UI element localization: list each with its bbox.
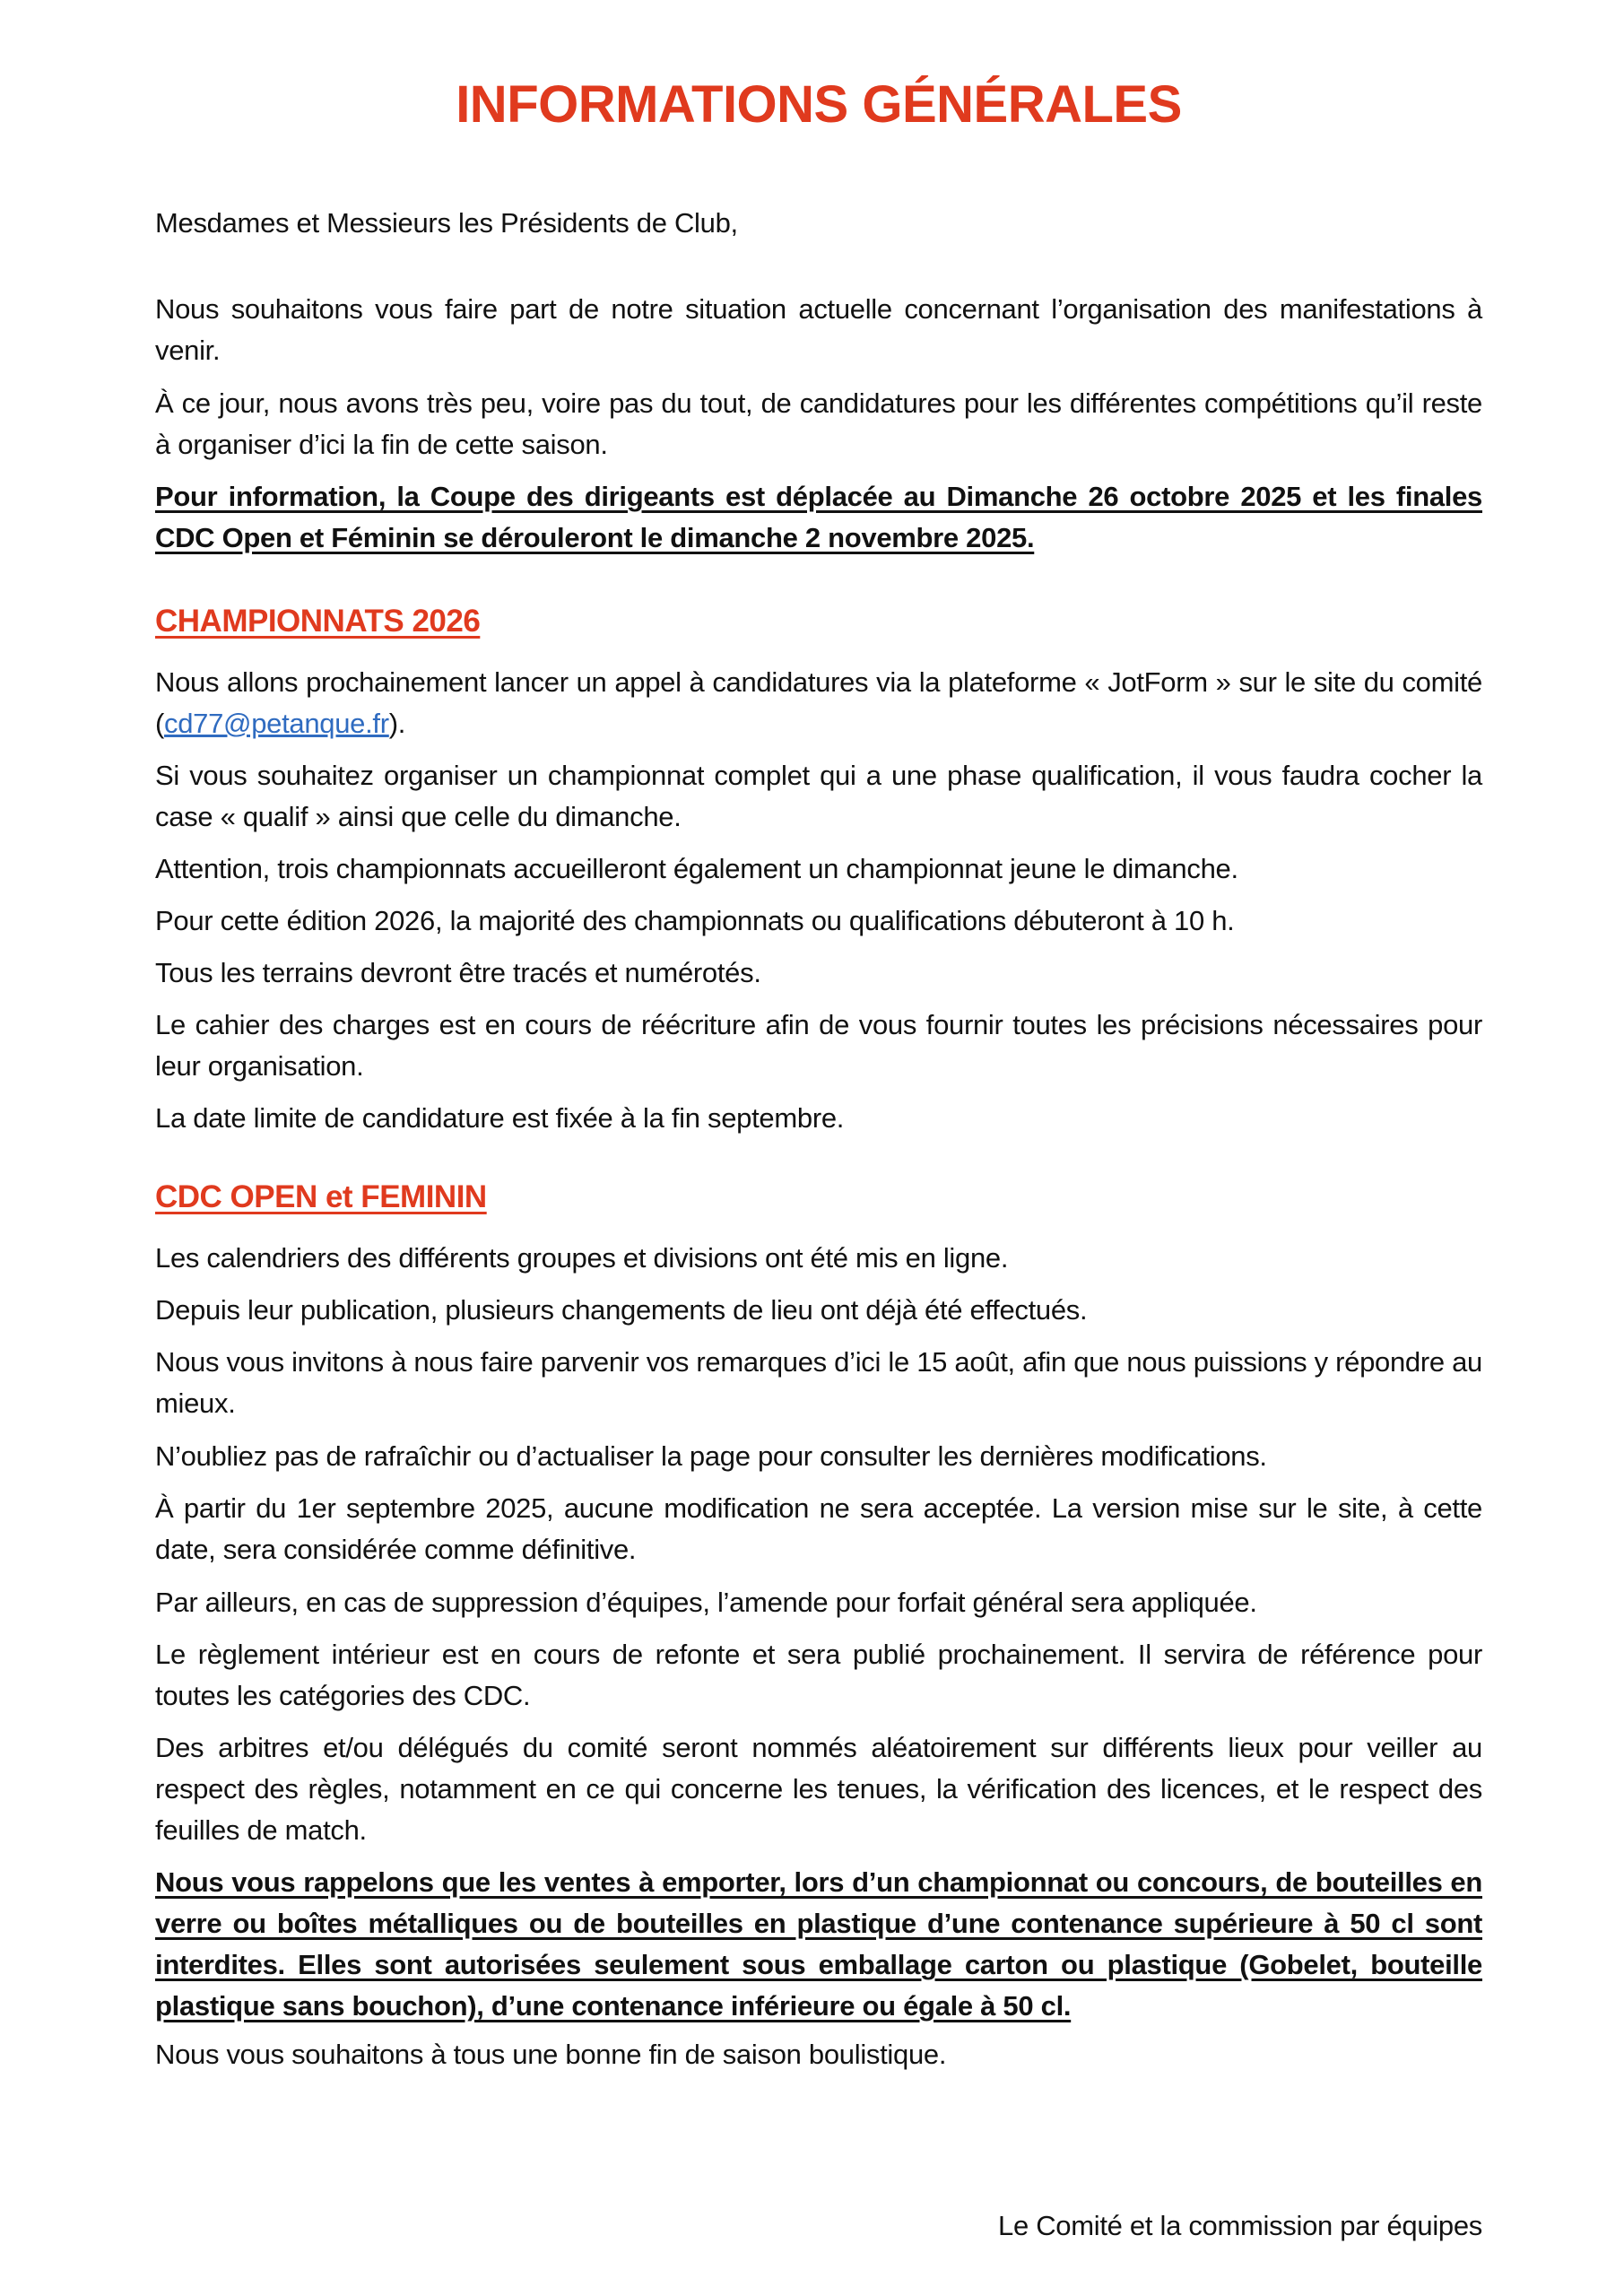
championnats-paragraph: Pour cette édition 2026, la majorité des championnats ou qualifications débuteront à 10 h. — [155, 905, 1235, 936]
championnats-paragraph: Nous allons prochainement lancer un appel à candidatures via la plateforme « JotForm » sur le site du comité (cd77@petanque.fr). — [155, 666, 1482, 739]
championnats-paragraph: La date limite de candidature est fixée à la fin septembre. — [155, 1102, 845, 1134]
cdc-paragraph: À partir du 1er septembre 2025, aucune modification ne sera acceptée. La version mise sur le site, à cette date, sera considérée comme définitive. — [155, 1492, 1482, 1565]
championnats-paragraph: Si vous souhaitez organiser un championnat complet qui a une phase qualification, il vous faudra cocher la case « qualif » ainsi que celle du dimanche. — [155, 760, 1482, 832]
cdc-paragraph: Par ailleurs, en cas de suppression d’équipes, l’amende pour forfait général sera appliquée. — [155, 1587, 1257, 1618]
intro-paragraph: À ce jour, nous avons très peu, voire pas du tout, de candidatures pour les différentes compétitions qu’il reste à organiser d’ici la fin de cette saison. — [155, 387, 1482, 460]
cdc-paragraph: Les calendriers des différents groupes et divisions ont été mis en ligne. — [155, 1242, 1009, 1274]
championnats-paragraph: Tous les terrains devront être tracés et numérotés. — [155, 957, 761, 988]
championnats-paragraph: Le cahier des charges est en cours de réécriture afin de vous fournir toutes les précisions nécessaires pour leur organisation. — [155, 1009, 1482, 1082]
intro-notice: Pour information, la Coupe des dirigeants est déplacée au Dimanche 26 octobre 2025 et les finales CDC Open et Féminin se dérouleront le dimanche 2 novembre 2025. — [155, 481, 1482, 553]
closing-line: Nous vous souhaitons à tous une bonne fin de saison boulistique. — [155, 2039, 947, 2070]
cdc-notice: Nous vous rappelons que les ventes à emporter, lors d’un championnat ou concours, de bouteilles en verre ou boîtes métalliques ou de bouteilles en plastique d’une contenance supérieure à 50 cl sont interdites. Elles sont autorisées seulement sous emballage carton ou plastique (Gobelet, bouteille plastique sans bouchon), d’une contenance inférieure ou égale à 50 cl. — [155, 1866, 1482, 2022]
email-link[interactable]: cd77@petanque.fr — [164, 708, 389, 739]
page-title: INFORMATIONS GÉNÉRALES — [456, 75, 1182, 134]
championnats-paragraph: Attention, trois championnats accueilleront également un championnat jeune le dimanche. — [155, 853, 1238, 884]
section-heading-championnats: CHAMPIONNATS 2026 — [155, 604, 481, 639]
intro-paragraph: Nous souhaitons vous faire part de notre situation actuelle concernant l’organisation des manifestations à venir. — [155, 293, 1482, 366]
section-heading-cdc: CDC OPEN et FEMININ — [155, 1179, 487, 1214]
cdc-paragraph: Nous vous invitons à nous faire parvenir vos remarques d’ici le 15 août, afin que nous puissions y répondre au mieux. — [155, 1346, 1482, 1419]
signature: Le Comité et la commission par équipes — [998, 2210, 1482, 2241]
cdc-paragraph: Le règlement intérieur est en cours de refonte et sera publié prochainement. Il servira de référence pour toutes les catégories des CDC. — [155, 1639, 1482, 1711]
greeting: Mesdames et Messieurs les Présidents de Club, — [155, 207, 738, 239]
cdc-paragraph: Des arbitres et/ou délégués du comité seront nommés aléatoirement sur différents lieux pour veiller au respect des règles, notamment en ce qui concerne les tenues, la vérification des licences, et le respect des feuilles de match. — [155, 1732, 1482, 1846]
cdc-paragraph: Depuis leur publication, plusieurs changements de lieu ont déjà été effectués. — [155, 1294, 1088, 1326]
cdc-paragraph: N’oubliez pas de rafraîchir ou d’actualiser la page pour consulter les dernières modifications. — [155, 1440, 1267, 1472]
